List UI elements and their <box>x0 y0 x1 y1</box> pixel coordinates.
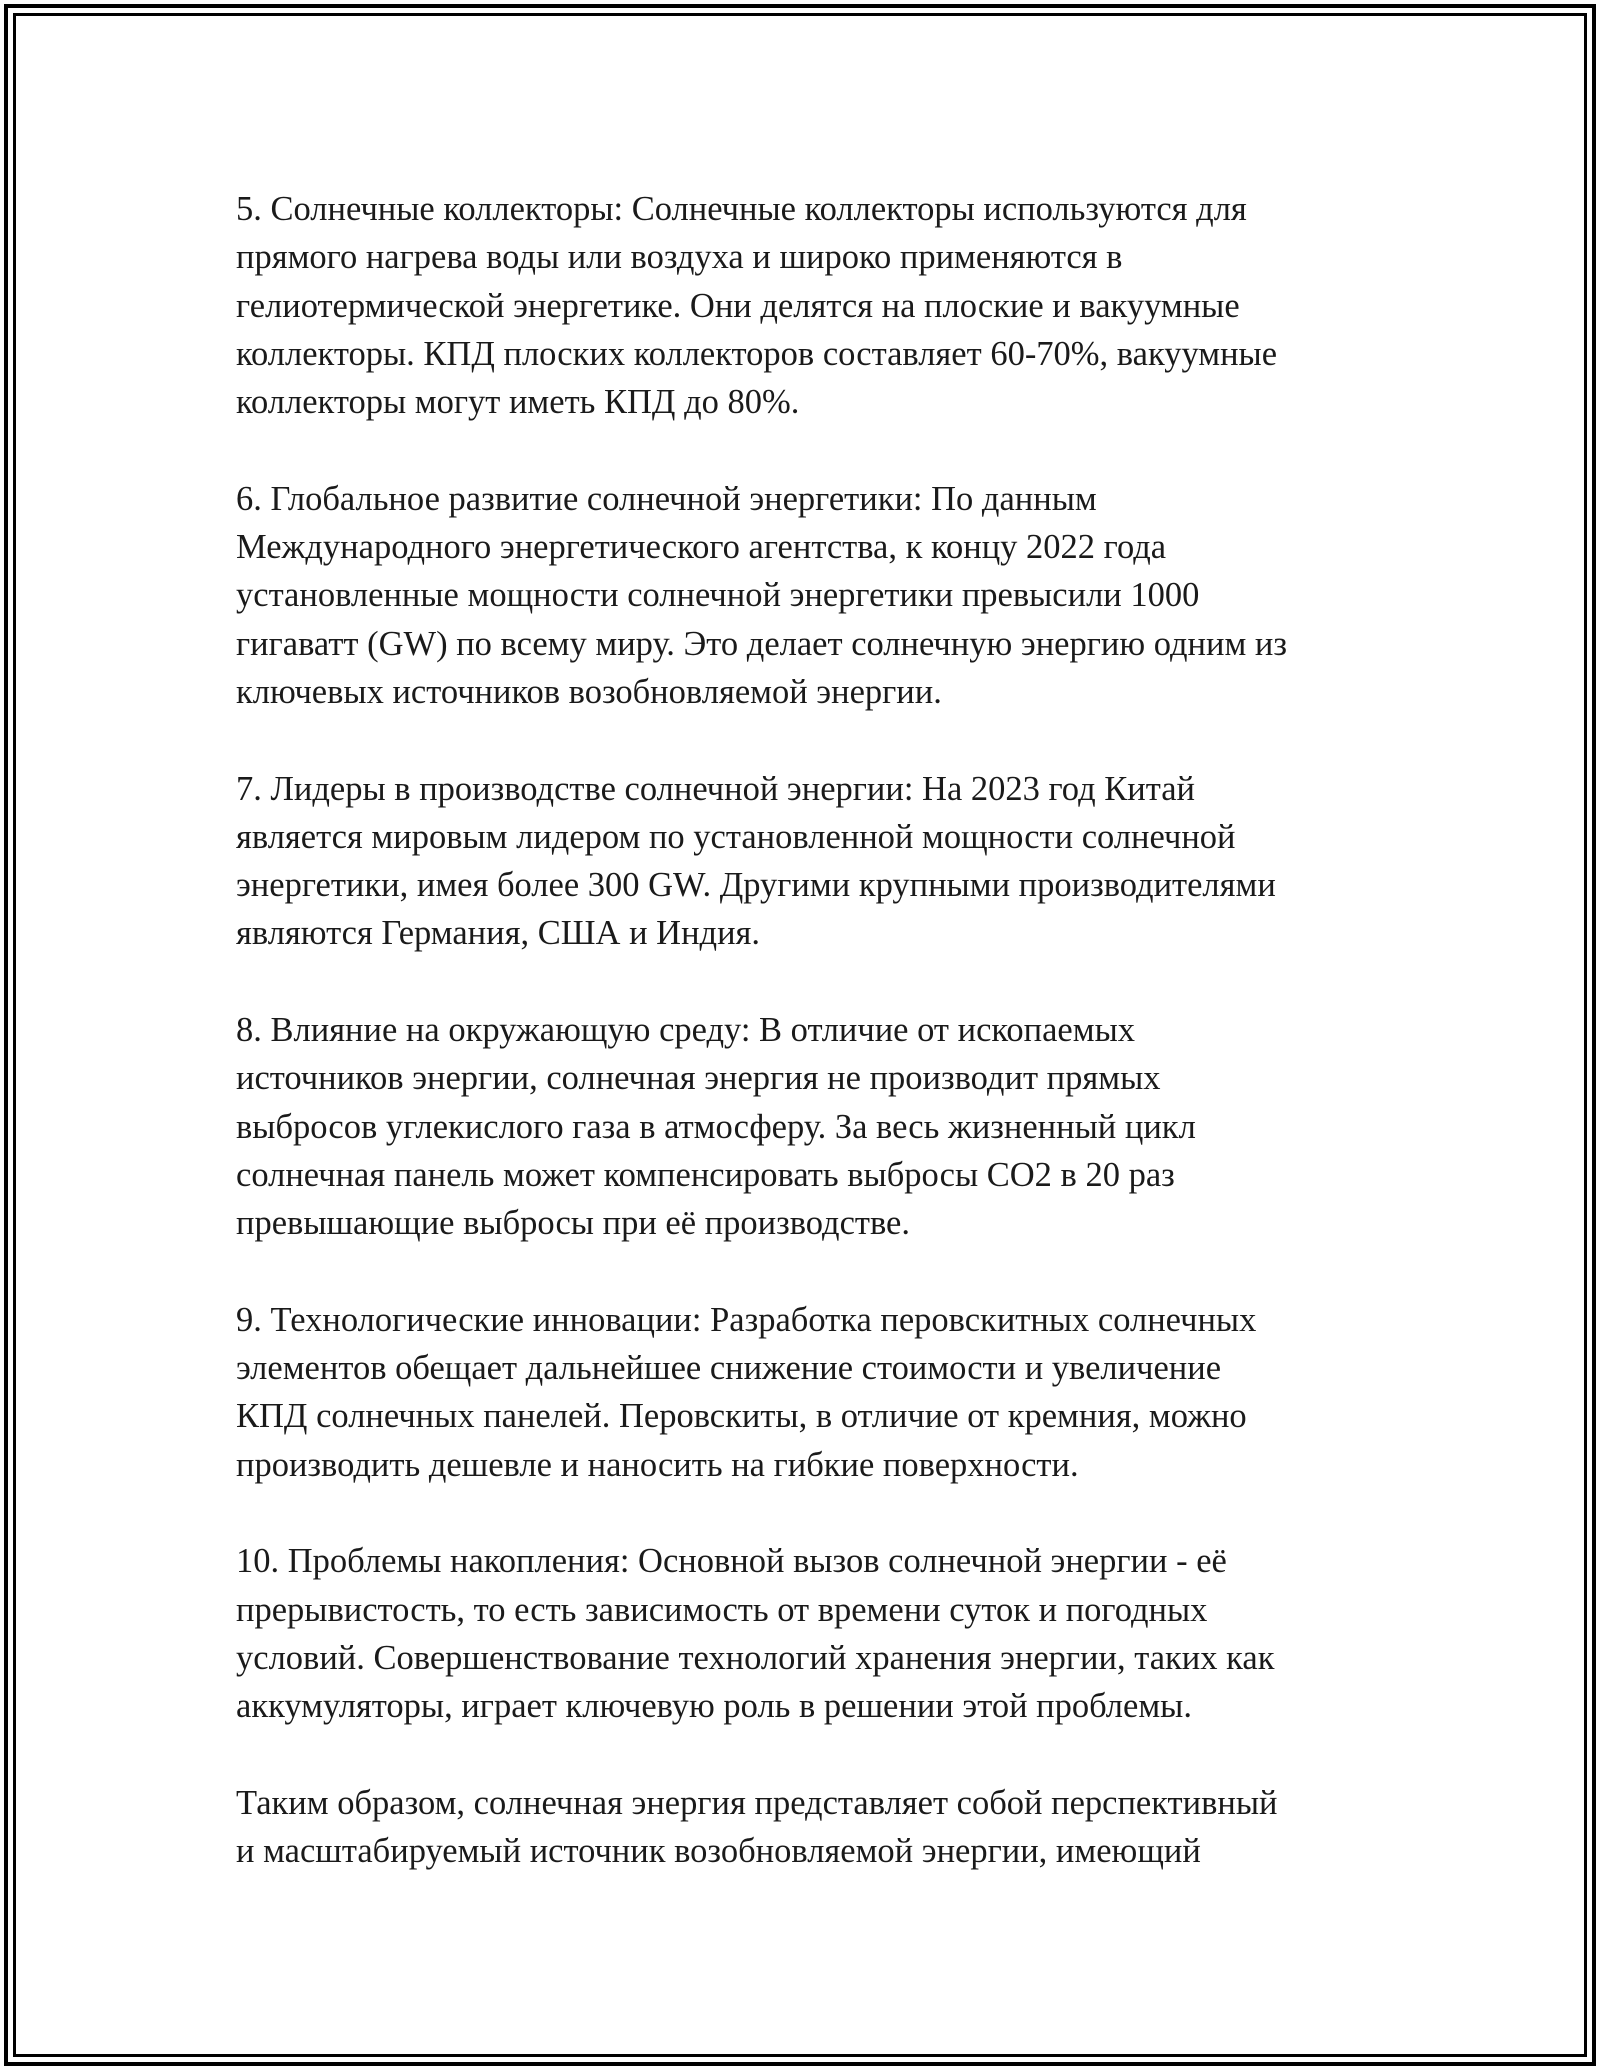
paragraph-technological-innovations <box>236 1296 1376 1489</box>
text-line: солнечная панель может компенсировать выбросы CO2 в 20 раз <box>236 1155 1175 1194</box>
text-line: 6. Глобальное развитие солнечной энергетики: По данным <box>236 479 1097 518</box>
text-line: коллекторы могут иметь КПД до 80%. <box>236 383 800 422</box>
paragraph-global-development <box>236 475 1376 716</box>
paragraph-environmental-impact <box>236 1006 1376 1247</box>
text-line: гигаватт (GW) по всему миру. Это делает солнечную энергию одним из <box>236 624 1288 663</box>
text-line: превышающие выбросы при её производстве. <box>236 1204 910 1243</box>
text-line: Международного энергетического агентства, к концу 2022 года <box>236 528 1167 567</box>
text-line: аккумуляторы, играет ключевую роль в решении этой проблемы. <box>236 1687 1192 1726</box>
text-line: элементов обещает дальнейшее снижение стоимости и увеличение <box>236 1349 1222 1388</box>
text-line: КПД солнечных панелей. Перовскиты, в отличие от кремния, можно <box>236 1397 1247 1436</box>
paragraph-conclusion <box>236 1779 1376 1876</box>
paragraph-solar-collectors <box>236 185 1376 426</box>
text-line: выбросов углекислого газа в атмосферу. За весь жизненный цикл <box>236 1107 1196 1146</box>
text-line: являются Германия, США и Индия. <box>236 914 761 953</box>
text-line: 10. Проблемы накопления: Основной вызов солнечной энергии - её <box>236 1542 1227 1581</box>
text-line: 8. Влияние на окружающую среду: В отличие от ископаемых <box>236 1011 1136 1050</box>
text-line: прерывистость, то есть зависимость от времени суток и погодных <box>236 1590 1208 1629</box>
text-line: является мировым лидером по установленной мощности солнечной <box>236 817 1236 856</box>
text-line: установленные мощности солнечной энергетики превысили 1000 <box>236 576 1200 615</box>
text-line: коллекторы. КПД плоских коллекторов составляет 60-70%, вакуумные <box>236 334 1278 373</box>
text-line: условий. Совершенствование технологий хранения энергии, таких как <box>236 1638 1275 1677</box>
text-line: Таким образом, солнечная энергия представляет собой перспективный <box>236 1783 1278 1822</box>
paragraph-storage-problems <box>236 1537 1376 1730</box>
text-line: источников энергии, солнечная энергия не производит прямых <box>236 1059 1161 1098</box>
text-line: производить дешевле и наносить на гибкие поверхности. <box>236 1445 1079 1484</box>
text-line: гелиотермической энергетике. Они делятся на плоские и вакуумные <box>236 286 1240 325</box>
text-line: прямого нагрева воды или воздуха и широко применяются в <box>236 238 1123 277</box>
text-line: ключевых источников возобновляемой энергии. <box>236 672 942 711</box>
text-line: энергетики, имея более 300 GW. Другими крупными производителями <box>236 866 1276 905</box>
document-body <box>236 185 1376 1875</box>
text-line: 7. Лидеры в производстве солнечной энергии: На 2023 год Китай <box>236 769 1195 808</box>
text-line: 5. Солнечные коллекторы: Солнечные коллекторы используются для <box>236 190 1247 228</box>
text-line: 9. Технологические инновации: Разработка перовскитных солнечных <box>236 1300 1257 1339</box>
paragraph-production-leaders <box>236 765 1376 958</box>
text-line: и масштабируемый источник возобновляемой энергии, имеющий <box>236 1832 1201 1871</box>
